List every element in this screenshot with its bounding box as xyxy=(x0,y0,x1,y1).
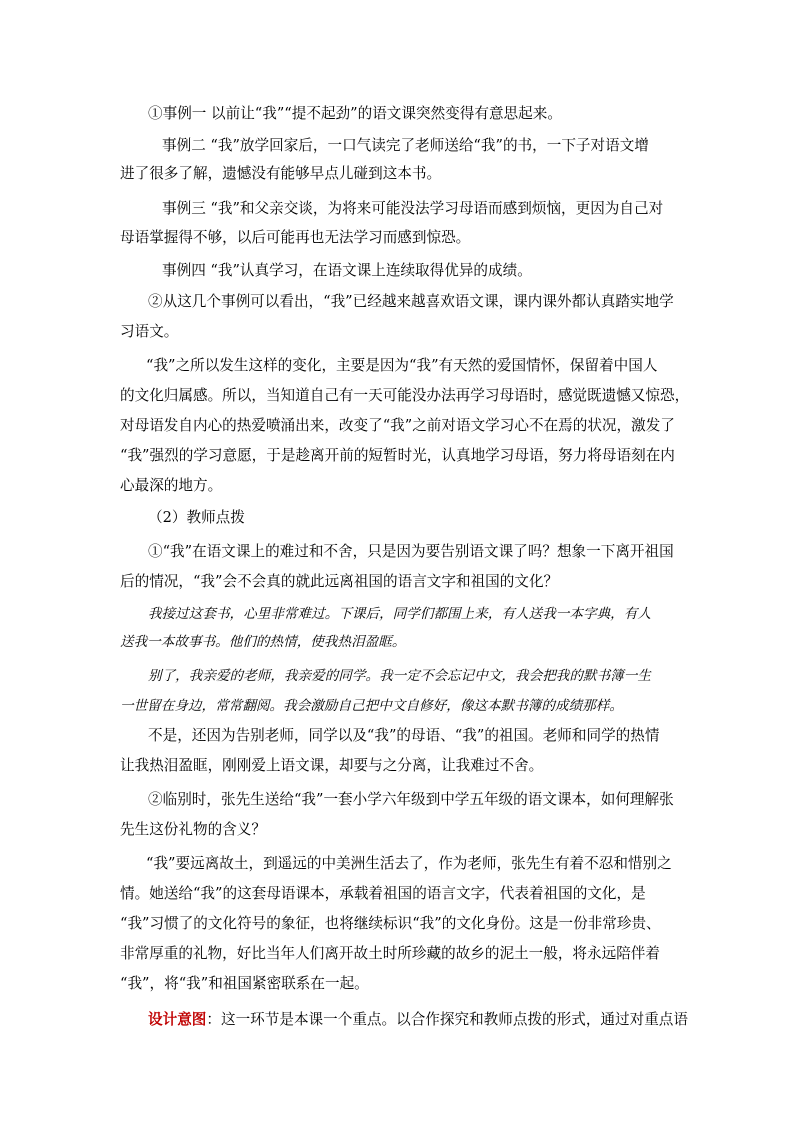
quote-line: 别了，我亲爱的老师，我亲爱的同学。我一定不会忘记中文，我会把我的默书簿一生 xyxy=(148,668,651,684)
paragraph-line: 事例四 “我”认真学习，在语文课上连续取得优异的成绩。 xyxy=(162,262,532,279)
paragraph-line: 事例三 “我”和父亲交谈，为将来可能没法学习母语而感到烦恼，更因为自己对 xyxy=(162,200,664,217)
paragraph-line: 心最深的地方。 xyxy=(120,477,223,494)
paragraph-line: “我”强烈的学习意愿，于是趁离开前的短暂时光，认真地学习母语，努力将母语刻在内 xyxy=(120,447,675,464)
paragraph-line: ①“我”在语文课上的难过和不舍，只是因为要告别语文课了吗？想象一下离开祖国 xyxy=(148,543,674,560)
section-heading: （2）教师点拨 xyxy=(148,509,245,526)
design-intent-text: ：这一环节是本课一个重点。以合作探究和教师点拨的形式，通过对重点语 xyxy=(206,1011,688,1028)
paragraph-line: 让我热泪盈眶，刚刚爱上语文课，却要与之分离，让我难过不舍。 xyxy=(120,757,544,774)
quote-line: 我接过这套书，心里非常难过。下课后，同学们都围上来，有人送我一本字典，有人 xyxy=(148,606,651,622)
paragraph-line: “我”习惯了的文化符号的象征，也将继续标识“我”的文化身份。这是一份非常珍贵、 xyxy=(120,915,661,932)
quote-line: 送我一本故事书。他们的热情，使我热泪盈眶。 xyxy=(120,634,406,650)
paragraph-line: “我”，将“我”和祖国紧密联系在一起。 xyxy=(120,975,369,992)
paragraph-line: “我”之所以发生这样的变化，主要是因为“我”有天然的爱国情怀，保留着中国人 xyxy=(146,357,658,374)
design-intent-label: 设计意图 xyxy=(148,1011,207,1028)
paragraph-line: 不是，还因为告别老师，同学以及“我”的母语、“我”的祖国。老师和同学的热情 xyxy=(148,727,660,744)
paragraph-line: 先生这份礼物的含义？ xyxy=(120,821,266,838)
paragraph-line: 习语文。 xyxy=(120,323,179,340)
paragraph-line: 的文化归属感。所以，当知道自己有一天可能没办法再学习母语时，感觉既遗憾又惊恐， xyxy=(120,387,690,404)
paragraph-line: 后的情况，“我”会不会真的就此远离祖国的语言文字和祖国的文化？ xyxy=(120,573,559,590)
paragraph-line: 进了很多了解，遗憾没有能够早点儿碰到这本书。 xyxy=(120,165,442,182)
paragraph-line: 母语掌握得不够，以后可能再也无法学习而感到惊恐。 xyxy=(120,229,471,246)
paragraph-line: 事例二 “我”放学回家后，一口气读完了老师送给“我”的书，一下子对语文增 xyxy=(162,137,649,154)
paragraph-line: ②从这几个事例可以看出，“我”已经越来越喜欢语文课，课内课外都认真踏实地学 xyxy=(148,293,674,310)
design-intent-line xyxy=(148,1010,688,1030)
paragraph-line: “我”要远离故土，到遥远的中美洲生活去了，作为老师，张先生有着不忍和惜别之 xyxy=(146,855,672,872)
paragraph-line: 情。她送给“我”的这套母语课本，承载着祖国的语言文字，代表着祖国的文化，是 xyxy=(120,885,646,902)
paragraph-line: 非常厚重的礼物，好比当年人们离开故土时所珍藏的故乡的泥土一般，将永远陪伴着 xyxy=(120,945,660,962)
paragraph-line: 对母语发自内心的热爱喷涌出来，改变了“我”之前对语文学习心不在焉的状况，激发了 xyxy=(120,417,675,434)
paragraph-line: ②临别时，张先生送给“我”一套小学六年级到中学五年级的语文课本，如何理解张 xyxy=(148,791,674,808)
quote-line: 一世留在身边，常常翻阅。我会激励自己把中文自修好，像这本默书簿的成绩那样。 xyxy=(120,698,623,714)
paragraph-line: ①事例一 以前让“我”“提不起劲”的语文课突然变得有意思起来。 xyxy=(148,105,562,122)
